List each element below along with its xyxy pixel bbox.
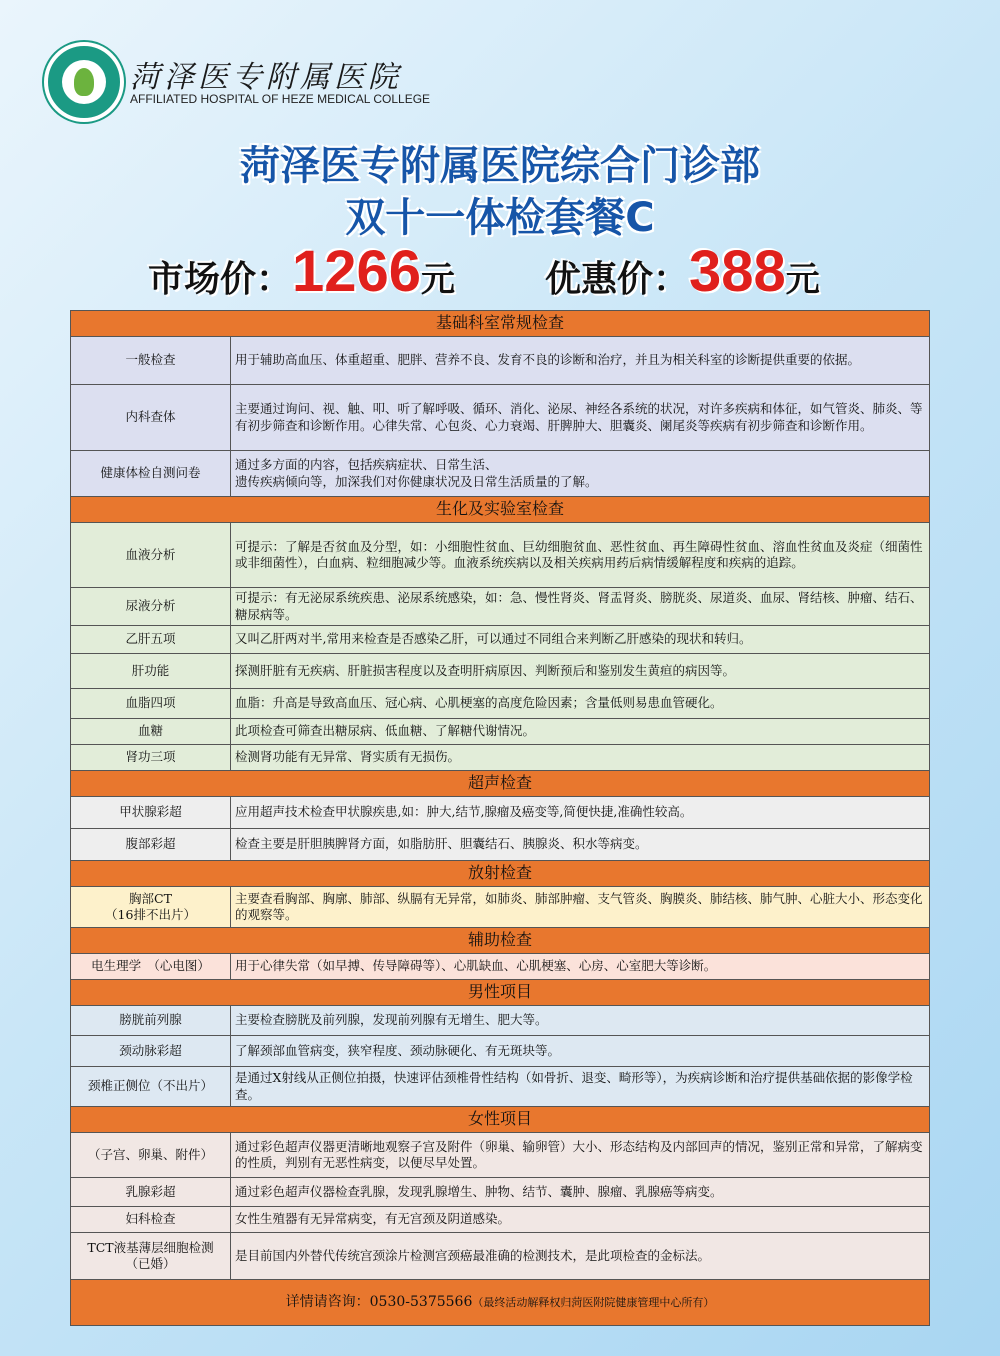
section-header: [71, 497, 930, 523]
section-title: 超声检查: [71, 771, 930, 797]
section-header: [71, 928, 930, 954]
table-row: [71, 797, 930, 829]
item-name: 乳腺彩超: [71, 1178, 231, 1207]
item-name: 颈动脉彩超: [71, 1036, 231, 1067]
item-description: 此项检查可筛查出糖尿病、低血糖、了解糖代谢情况。: [231, 719, 930, 745]
item-description: 检测肾功能有无异常、肾实质有无损伤。: [231, 745, 930, 771]
market-price: 市场价：1266元: [148, 239, 456, 304]
item-name: 肝功能: [71, 654, 231, 689]
item-name: 电生理学 （心电图）: [71, 954, 231, 980]
item-description: 用于辅助高血压、体重超重、肥胖、营养不良、发育不良的诊断和治疗，并且为相关科室的诊断提供重要的依据。: [231, 337, 930, 385]
item-description: 主要查看胸部、胸廓、肺部、纵膈有无异常，如肺炎、肺部肿瘤、支气管炎、胸膜炎、肺结核、肺气肿、心脏大小、形态变化的观察等。: [231, 887, 930, 928]
table-row: [71, 654, 930, 689]
item-name: 一般检查: [71, 337, 231, 385]
item-name: 颈椎正侧位（不出片）: [71, 1067, 231, 1107]
item-name: 血脂四项: [71, 689, 231, 719]
section-title: 辅助检查: [71, 928, 930, 954]
item-description: 应用超声技术检查甲状腺疾患,如：肿大,结节,腺瘤及癌变等,简便快捷,准确性较高。: [231, 797, 930, 829]
item-description: 可提示：了解是否贫血及分型，如：小细胞性贫血、巨幼细胞贫血、恶性贫血、再生障碍性贫血、溶血性贫血及炎症（细菌性或非细菌性），白血病、粒细胞减少等。血液系统疾病以及相关疾病用药后病情缓解程度和疾病的追踪。: [231, 523, 930, 588]
table-row: [71, 337, 930, 385]
item-description: 通过多方面的内容，包括疾病症状、日常生活、 遗传疾病倾向等，加深我们对你健康状况及日常生活质量的了解。: [231, 451, 930, 497]
table-row: [71, 626, 930, 654]
section-title: 男性项目: [71, 980, 930, 1006]
package-title: 双十一体检套餐C: [345, 195, 655, 241]
table-row: [71, 954, 930, 980]
item-description: 通过彩色超声仪器更清晰地观察子宫及附件（卵巢、输卵管）大小、形态结构及内部回声的情况，鉴别正常和异常，了解病变的性质，判别有无恶性病变，以便尽早处置。: [231, 1133, 930, 1178]
section-title: 放射检查: [71, 861, 930, 887]
discount-price: 优惠价：388元: [545, 239, 820, 304]
table-row: [71, 745, 930, 771]
table-row: [71, 1233, 930, 1280]
item-description: 女性生殖器有无异常病变，有无宫颈及阴道感染。: [231, 1207, 930, 1233]
footer-row: [71, 1280, 930, 1326]
page-title: 菏泽医专附属医院综合门诊部: [240, 143, 760, 189]
section-title: 女性项目: [71, 1107, 930, 1133]
hospital-name: 菏泽医专附属医院: [130, 60, 402, 95]
section-header: [71, 1107, 930, 1133]
item-name: （子宫、卵巢、附件）: [71, 1133, 231, 1178]
table-row: [71, 1133, 930, 1178]
table-row: [71, 523, 930, 588]
table-row: [71, 1006, 930, 1036]
table-row: [71, 829, 930, 861]
item-description: 检查主要是肝胆胰脾肾方面，如脂肪肝、胆囊结石、胰腺炎、积水等病变。: [231, 829, 930, 861]
section-header: [71, 311, 930, 337]
table-row: [71, 887, 930, 928]
hospital-name-en: AFFILIATED HOSPITAL OF HEZE MEDICAL COLLEGE: [130, 92, 431, 106]
item-name: 乙肝五项: [71, 626, 231, 654]
table-row: [71, 1036, 930, 1067]
disclaimer: （最终活动解释权归菏医附院健康管理中心所有）: [472, 1295, 715, 1309]
item-name: 尿液分析: [71, 588, 231, 626]
contact-info: 详情请咨询：0530-5375566: [285, 1293, 473, 1310]
checkup-table: [70, 310, 930, 1326]
table-row: [71, 588, 930, 626]
table-row: [71, 1178, 930, 1207]
item-name: 血糖: [71, 719, 231, 745]
item-description: 是目前国内外替代传统宫颈涂片检测宫颈癌最准确的检测技术，是此项检查的金标法。: [231, 1233, 930, 1280]
table-row: [71, 451, 930, 497]
hospital-logo: [44, 42, 124, 122]
item-name: 甲状腺彩超: [71, 797, 231, 829]
table-row: [71, 1067, 930, 1107]
section-header: [71, 980, 930, 1006]
item-name: 血液分析: [71, 523, 231, 588]
item-name: 内科查体: [71, 385, 231, 451]
item-name: 膀胱前列腺: [71, 1006, 231, 1036]
item-name: TCT液基薄层细胞检测 （已婚）: [71, 1233, 231, 1280]
table-row: [71, 719, 930, 745]
section-header: [71, 861, 930, 887]
item-name: 胸部CT （16排不出片）: [71, 887, 231, 928]
section-title: 基础科室常规检查: [71, 311, 930, 337]
item-description: 主要检查膀胱及前列腺，发现前列腺有无增生、肥大等。: [231, 1006, 930, 1036]
item-name: 肾功三项: [71, 745, 231, 771]
item-description: 又叫乙肝两对半,常用来检查是否感染乙肝，可以通过不同组合来判断乙肝感染的现状和转归。: [231, 626, 930, 654]
item-description: 血脂：升高是导致高血压、冠心病、心肌梗塞的高度危险因素；含量低则易患血管硬化。: [231, 689, 930, 719]
item-description: 是通过X射线从正侧位拍摄，快速评估颈椎骨性结构（如骨折、退变、畸形等），为疾病诊断和治疗提供基础依据的影像学检查。: [231, 1067, 930, 1107]
section-title: 生化及实验室检查: [71, 497, 930, 523]
item-name: 腹部彩超: [71, 829, 231, 861]
item-name: 妇科检查: [71, 1207, 231, 1233]
item-description: 探测肝脏有无疾病、肝脏损害程度以及查明肝病原因、判断预后和鉴别发生黄疸的病因等。: [231, 654, 930, 689]
item-description: 通过彩色超声仪器检查乳腺，发现乳腺增生、肿物、结节、囊肿、腺瘤、乳腺癌等病变。: [231, 1178, 930, 1207]
item-description: 可提示：有无泌尿系统疾患、泌尿系统感染，如：急、慢性肾炎、肾盂肾炎、膀胱炎、尿道炎、血尿、肾结核、肿瘤、结石、糖尿病等。: [231, 588, 930, 626]
section-header: [71, 771, 930, 797]
item-description: 主要通过询问、视、触、叩、听了解呼吸、循环、消化、泌尿、神经各系统的状况，对许多疾病和体征，如气管炎、肺炎、等有初步筛查和诊断作用。心律失常、心包炎、心力衰竭、肝脾肿大、胆囊炎、阑尾炎等疾病有初步筛查和诊断作用。: [231, 385, 930, 451]
table-row: [71, 1207, 930, 1233]
item-name: 健康体检自测问卷: [71, 451, 231, 497]
table-row: [71, 385, 930, 451]
table-row: [71, 689, 930, 719]
item-description: 了解颈部血管病变，狭窄程度、颈动脉硬化、有无斑块等。: [231, 1036, 930, 1067]
item-description: 用于心律失常（如早搏、传导障碍等）、心肌缺血、心肌梗塞、心房、心室肥大等诊断。: [231, 954, 930, 980]
